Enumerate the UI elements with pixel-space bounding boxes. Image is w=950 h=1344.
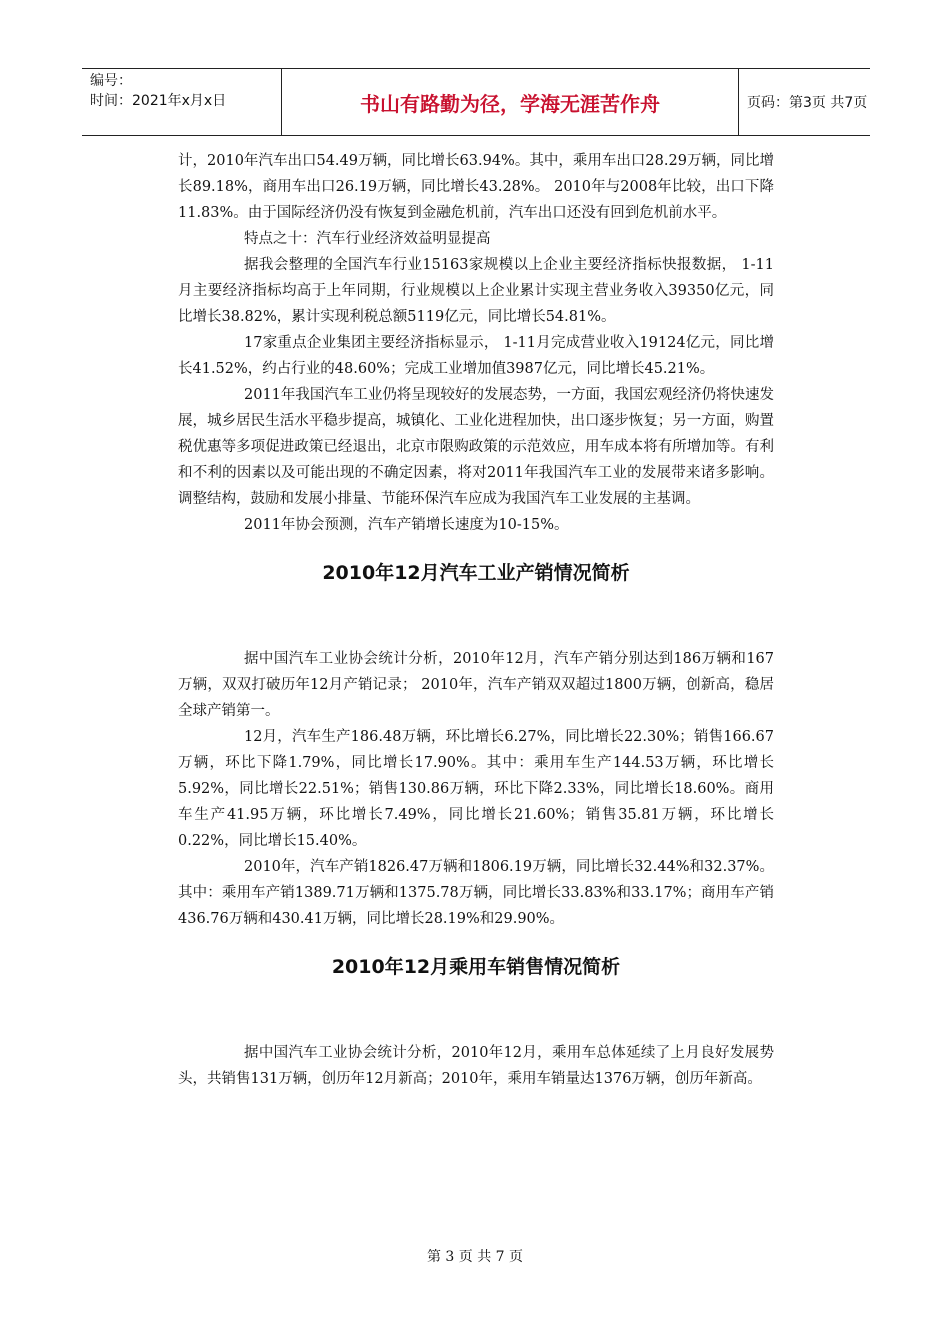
section-heading-auto-industry: 2010年12月汽车工业产销情况简析 bbox=[322, 562, 630, 584]
paragraph: 据中国汽车工业协会统计分析，2010年12月，汽车产销分别达到186万辆和167万辆，双双打破历年12月产销记录； 2010年，汽车产销双双超过1800万辆，创新高，稳居全球产销第一。 bbox=[178, 651, 774, 719]
paragraph: 据我会整理的全国汽车行业15163家规模以上企业主要经济指标快报数据， 1-11月主要经济指标均高于上年同期，行业规模以上企业累计实现主营业务收入39350亿元，同比增长38.82%，累计实现利税总额5119亿元，同比增长54.81%。 bbox=[178, 257, 774, 325]
header-motto: 书山有路勤为径，学海无涯苦作舟 bbox=[282, 69, 739, 135]
section-heading-passenger-cars: 2010年12月乘用车销售情况简析 bbox=[331, 956, 621, 978]
document-date: 时间：2021年x月x日 bbox=[90, 93, 227, 109]
paragraph: 2010年，汽车产销1826.47万辆和1806.19万辆，同比增长32.44%和32.37%。其中：乘用车产销1389.71万辆和1375.78万辆，同比增长33.83%和33.17%；商用车产销436.76万辆和430.41万辆，同比增长28.19%和29.90%。 bbox=[178, 859, 774, 927]
page-footer: 第 3 页 共 7 页 bbox=[426, 1249, 524, 1265]
paragraph: 计，2010年汽车出口54.49万辆，同比增长63.94%。其中，乘用车出口28.29万辆，同比增长89.18%，商用车出口26.19万辆，同比增长43.28%。 2010年与2008年比较，出口下降11.83%。由于国际经济仍没有恢复到金融危机前，汽车出口还没有回到危机前水平。 bbox=[178, 153, 774, 221]
section-point: 特点之十：汽车行业经济效益明显提高 bbox=[244, 231, 491, 247]
paragraph: 12月，汽车生产186.48万辆，环比增长6.27%，同比增长22.30%；销售166.67万辆，环比下降1.79%，同比增长17.90%。其中：乘用车生产144.53万辆，环比增长5.92%，同比增长22.51%；销售130.86万辆，环比下降2.33%，同比增长18.60%。商用车生产41.95万辆，环比增长7.49%，同比增长21.60%；销售35.81万辆，环比增长0.22%，同比增长15.40%。 bbox=[178, 729, 774, 849]
document-body bbox=[178, 148, 774, 1092]
document-number: 编号： bbox=[90, 73, 132, 89]
page-header bbox=[82, 68, 870, 136]
paragraph: 2011年我国汽车工业仍将呈现较好的发展态势，一方面，我国宏观经济仍将快速发展，城乡居民生活水平稳步提高，城镇化、工业化进程加快，出口逐步恢复；另一方面，购置税优惠等多项促进政策已经退出，北京市限购政策的示范效应，用车成本将有所增加等。有利和不利的因素以及可能出现的不确定因素，将对2011年我国汽车工业的发展带来诸多影响。调整结构，鼓励和发展小排量、节能环保汽车应成为我国汽车工业发展的主基调。 bbox=[178, 387, 774, 507]
paragraph: 17家重点企业集团主要经济指标显示， 1-11月完成营业收入19124亿元，同比增长41.52%，约占行业的48.60%；完成工业增加值3987亿元，同比增长45.21%。 bbox=[178, 335, 774, 377]
paragraph: 据中国汽车工业协会统计分析，2010年12月，乘用车总体延续了上月良好发展势头，共销售131万辆，创历年12月新高；2010年，乘用车销量达1376万辆，创历年新高。 bbox=[178, 1045, 774, 1087]
header-page-number: 页码：第3页 共7页 bbox=[747, 95, 868, 111]
header-meta bbox=[82, 69, 282, 135]
paragraph: 2011年协会预测，汽车产销增长速度为10-15%。 bbox=[244, 517, 569, 533]
